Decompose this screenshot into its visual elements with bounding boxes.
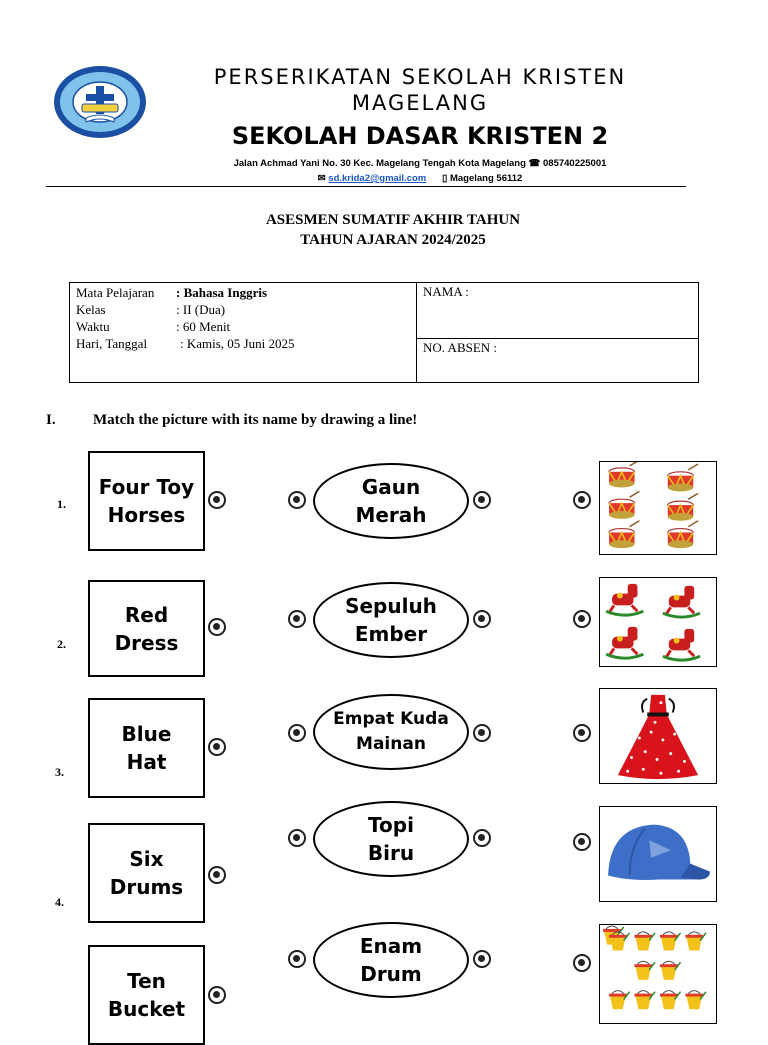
school-name: SEKOLAH DASAR KRISTEN 2 (231, 122, 609, 150)
contact-line (150, 173, 690, 184)
drums-icon (599, 461, 717, 555)
connector-dot[interactable] (288, 491, 306, 509)
item-number: 2. (57, 637, 66, 651)
name-field[interactable]: NAMA : (423, 284, 469, 299)
header-divider (46, 186, 686, 187)
connector-dot[interactable] (208, 618, 226, 636)
item-number: 1. (57, 497, 66, 511)
indonesian-word-oval: Topi Biru (313, 801, 469, 877)
academic-year: TAHUN AJARAN 2024/2025 (300, 232, 486, 248)
connector-dot[interactable] (573, 833, 591, 851)
english-word-box: Ten Bucket (88, 945, 205, 1045)
postal-text: Magelang 56112 (449, 173, 523, 184)
blue-cap-icon (599, 806, 717, 902)
connector-dot[interactable] (573, 610, 591, 628)
connector-dot[interactable] (473, 491, 491, 509)
english-word-box: Blue Hat (88, 698, 205, 798)
school-logo (52, 64, 148, 140)
indonesian-word-oval: Empat Kuda Mainan (313, 694, 469, 770)
connector-dot[interactable] (208, 986, 226, 1004)
address-line (150, 158, 690, 169)
location-icon: ▯ (442, 173, 448, 184)
english-word-box: Red Dress (88, 580, 205, 677)
subject-row: Mata Pelajaran : Bahasa Inggris (76, 285, 268, 300)
item-number: 4. (55, 895, 64, 909)
connector-dot[interactable] (473, 829, 491, 847)
connector-dot[interactable] (288, 950, 306, 968)
red-dress-icon (599, 688, 717, 784)
connector-dot[interactable] (473, 950, 491, 968)
english-word-box: Four Toy Horses (88, 451, 205, 551)
envelope-icon: ✉ (317, 173, 326, 184)
time-row: Waktu : 60 Menit (76, 319, 231, 334)
buckets-icon (599, 924, 717, 1024)
indonesian-word-oval: Gaun Merah (313, 463, 469, 539)
organization-name: PERSERIKATAN SEKOLAH KRISTEN MAGELANG (213, 65, 627, 115)
connector-dot[interactable] (573, 954, 591, 972)
date-row: Hari, Tanggal : Kamis, 05 Juni 2025 (76, 336, 295, 351)
indonesian-word-oval: Enam Drum (313, 922, 469, 998)
email-link[interactable]: sd.krida2@gmail.com (328, 173, 427, 184)
exam-title: ASESMEN SUMATIF AKHIR TAHUN (265, 212, 521, 228)
connector-dot[interactable] (208, 491, 226, 509)
connector-dot[interactable] (208, 738, 226, 756)
connector-dot[interactable] (473, 610, 491, 628)
class-row: Kelas : II (Dua) (76, 302, 226, 317)
rocking-horses-icon (599, 577, 717, 667)
absen-field[interactable]: NO. ABSEN : (423, 340, 498, 355)
phone-icon: ☎ (528, 158, 541, 169)
phone-number: 085740225001 (543, 158, 607, 169)
item-number: 3. (55, 765, 64, 779)
connector-dot[interactable] (573, 491, 591, 509)
connector-dot[interactable] (288, 829, 306, 847)
connector-dot[interactable] (288, 724, 306, 742)
english-word-box: Six Drums (88, 823, 205, 923)
section-number: I. (46, 412, 56, 428)
connector-dot[interactable] (573, 724, 591, 742)
address-text: Jalan Achmad Yani No. 30 Kec. Magelang Tengah Kota Magelang (233, 158, 526, 169)
connector-dot[interactable] (208, 866, 226, 884)
student-info-table (69, 282, 699, 383)
connector-dot[interactable] (288, 610, 306, 628)
connector-dot[interactable] (473, 724, 491, 742)
section-instruction: Match the picture with its name by drawing a line! (93, 412, 418, 428)
indonesian-word-oval: Sepuluh Ember (313, 582, 469, 658)
